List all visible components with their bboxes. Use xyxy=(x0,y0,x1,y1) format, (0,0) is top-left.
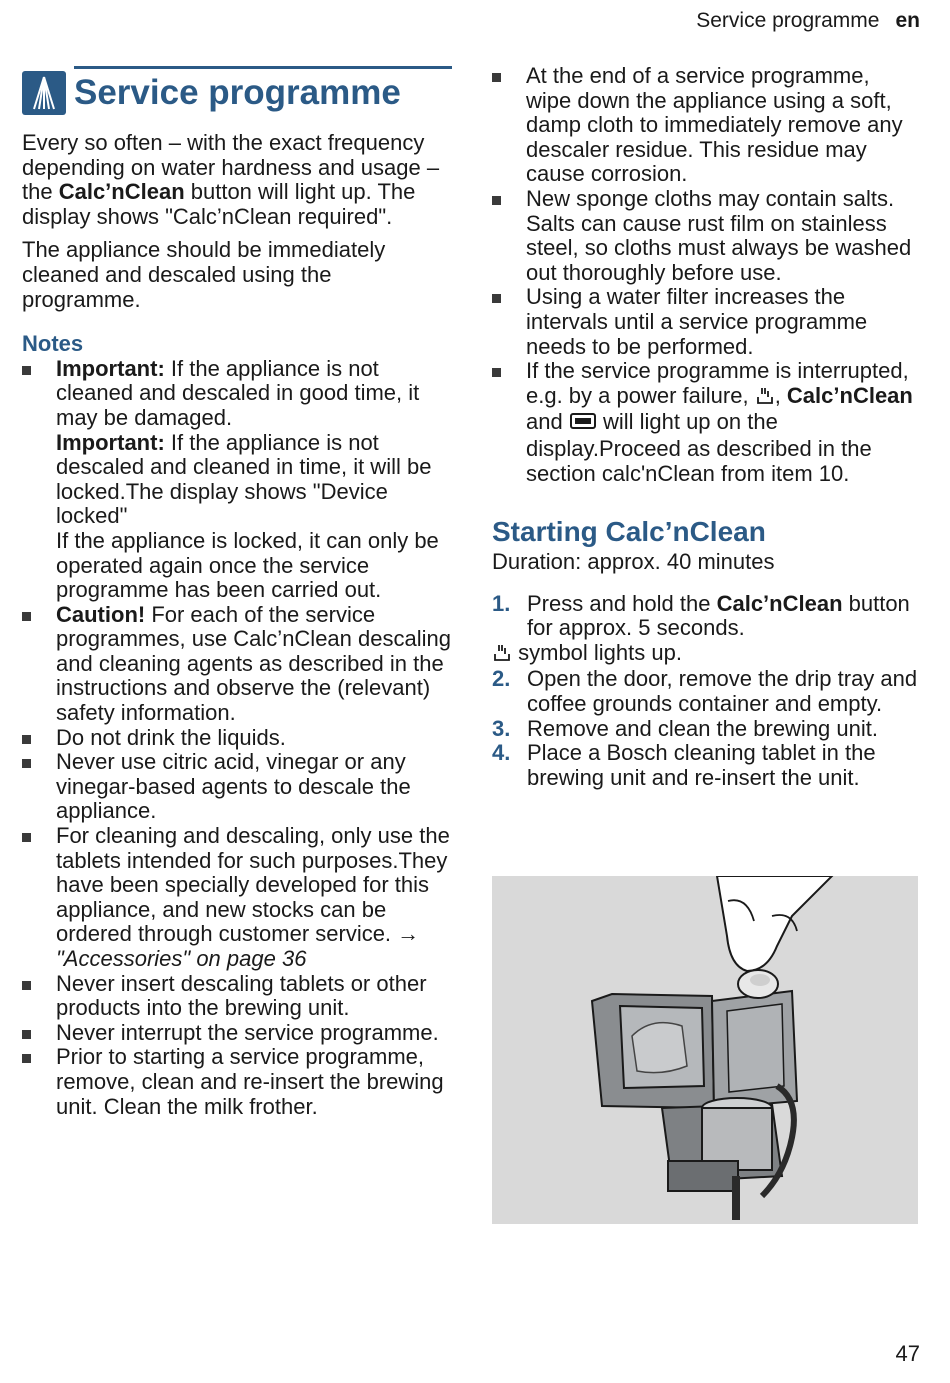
bullet-icon xyxy=(492,294,501,303)
step-item xyxy=(492,717,920,742)
note-bold: Caution! xyxy=(56,601,146,627)
step-result xyxy=(492,641,920,668)
bullet-icon xyxy=(492,73,501,82)
running-header-section: Service programme xyxy=(696,9,880,32)
bullet-text: If the service programme is interrupted, e.g. by a power failure, xyxy=(526,358,909,408)
title-row xyxy=(22,71,452,115)
bullet-bold: Calc’nClean xyxy=(786,382,913,408)
descale-symbol-icon xyxy=(492,642,512,668)
intro-paragraph-1 xyxy=(22,131,452,229)
duration-text: Duration: approx. 40 minutes xyxy=(492,549,775,575)
step-result-text: symbol lights up. xyxy=(512,639,682,665)
service-programme-icon xyxy=(22,71,66,115)
bullet-icon xyxy=(22,612,31,621)
bullet-text: New sponge cloths may contain salts. Salts can cause rust film on stainless steel, so cloths must always be washed out thoroughly before use. xyxy=(526,185,912,285)
page-reference-link[interactable]: "Accessories" on page 36 xyxy=(56,946,307,971)
bullet-text: and xyxy=(526,409,569,435)
steps-list-continued xyxy=(492,667,920,790)
note-text: Never interrupt the service programme. xyxy=(56,1019,439,1045)
step-text: Press and hold the xyxy=(527,590,717,616)
bullet-text: At the end of a service programme, wipe down the appliance using a soft, damp cloth to immediately remove any descaler residue. This residue may cause corrosion. xyxy=(526,63,903,187)
running-header xyxy=(696,9,920,33)
step-text: Place a Bosch cleaning tablet in the brewing unit and re-insert the unit. xyxy=(527,740,876,790)
bullet-icon xyxy=(22,1054,31,1063)
steps-list xyxy=(492,592,920,641)
section-heading: Starting Calc’nClean xyxy=(492,516,766,548)
step-item xyxy=(492,667,920,716)
intro-text: Every so often – with the exact frequency depending on water hardness and usage – the xyxy=(22,130,440,205)
list-item xyxy=(22,1045,452,1119)
note-text: Never insert descaling tablets or other products into the brewing unit. xyxy=(56,970,427,1021)
title-rule xyxy=(74,66,452,69)
list-item xyxy=(22,824,452,972)
bullet-icon xyxy=(22,1030,31,1039)
list-item xyxy=(22,750,452,824)
brewing-unit-illustration xyxy=(492,876,918,1224)
note-bold: Important: xyxy=(56,355,165,381)
note-text: For cleaning and descaling, only use the tablets intended for such purposes.They have been specially developed for this appliance, and new stocks can be ordered through customer service. xyxy=(56,823,450,947)
running-header-lang: en xyxy=(895,9,920,32)
bullet-icon xyxy=(22,833,31,842)
page-title: Service programme xyxy=(74,73,401,112)
bullet-icon xyxy=(22,759,31,768)
step-number: 1. xyxy=(492,590,511,616)
left-column xyxy=(22,66,452,1119)
step-number: 2. xyxy=(492,666,511,692)
intro xyxy=(22,131,452,312)
list-item xyxy=(22,972,452,1021)
bullet-text: Using a water filter increases the intervals until a service programme needs to be performed. xyxy=(526,284,868,359)
list-item xyxy=(22,726,452,751)
intro-text: button will light up. The display shows "Calc’nClean required". xyxy=(22,179,416,229)
step-number: 4. xyxy=(492,740,511,766)
bullet-icon xyxy=(492,368,501,377)
page-number: 47 xyxy=(895,1341,920,1366)
note-text: Do not drink the liquids. xyxy=(56,724,286,750)
step-text: Remove and clean the brewing unit. xyxy=(527,715,878,741)
note-bold: Important: xyxy=(56,429,165,455)
tray-icon xyxy=(569,411,597,437)
intro-paragraph-2: The appliance should be immediately cleaned and descaled using the programme. xyxy=(22,237,386,312)
right-bullet-list xyxy=(492,64,920,486)
bullet-icon xyxy=(22,735,31,744)
list-item xyxy=(492,187,920,285)
note-text: For each of the service programmes, use Calc’nClean descaling and cleaning agents as described in the instructions and observe the (relevant) safety information. xyxy=(56,601,451,726)
note-text: If the appliance is not descaled and cleaned in time, it will be locked.The display shows "Device locked" xyxy=(56,429,432,529)
list-item xyxy=(492,359,920,486)
step-bold: Calc’nClean xyxy=(716,590,843,616)
step-item xyxy=(492,592,920,641)
step-number: 3. xyxy=(492,715,511,741)
list-item xyxy=(22,1021,452,1046)
note-text: Never use citric acid, vinegar or any vinegar-based agents to descale the appliance. xyxy=(56,749,411,824)
list-item xyxy=(492,64,920,187)
bullet-icon xyxy=(22,366,31,375)
step-item xyxy=(492,741,920,790)
list-item xyxy=(22,603,452,726)
bullet-text: , xyxy=(774,382,787,408)
bullet-icon xyxy=(492,196,501,205)
notes-heading: Notes xyxy=(22,331,84,357)
step-text: Open the door, remove the drip tray and coffee grounds container and empty. xyxy=(527,666,918,717)
note-text: If the appliance is locked, it can only be operated again once the service programme has been carried out. xyxy=(56,527,439,603)
step-text: button for approx. 5 seconds. xyxy=(527,590,910,641)
notes-list xyxy=(22,357,452,1119)
intro-bold: Calc’nClean xyxy=(58,179,185,205)
list-item xyxy=(22,357,452,603)
note-text: Prior to starting a service programme, remove, clean and re-insert the brewing unit. Clean the milk frother. xyxy=(56,1044,444,1119)
right-column xyxy=(492,64,920,790)
list-item xyxy=(492,285,920,359)
arrow-icon: → xyxy=(397,921,420,947)
bullet-text: will light up on the display.Proceed as described in the section calc'nClean from item 10. xyxy=(526,409,872,486)
bullet-icon xyxy=(22,981,31,990)
note-text: If the appliance is not cleaned and descaled in good time, it may be damaged. xyxy=(56,355,420,430)
descale-symbol-icon xyxy=(755,385,775,411)
